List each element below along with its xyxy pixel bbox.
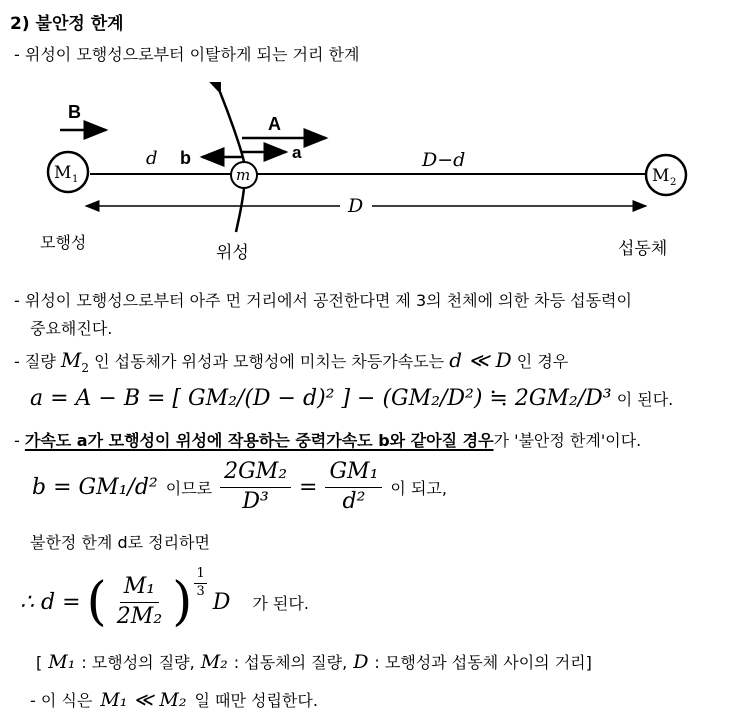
label-D: D [348,195,364,217]
label-M2: M [652,166,670,186]
para1-line2: 중요해진다. [30,319,113,338]
label-M1: M [54,163,72,183]
final-line [30,688,318,711]
eq2-frac1-den: D³ [242,488,269,514]
section-title: 2) 불안정 한계 [10,14,124,34]
final-math: M₁ ≪ M₂ [100,689,187,711]
caption-satellite: 위성 [216,243,249,263]
eq3-den: 2M₂ [116,603,163,629]
eq2-eq: = [299,474,318,500]
para2-line [14,348,568,375]
eq3-D: D [212,589,231,615]
equation-1 [30,386,673,411]
para3-dash: - [14,431,25,450]
label-m: m [236,166,251,184]
para4: 불한정 한계 d로 정리하면 [30,533,210,552]
orbit-lower [236,188,244,232]
legend-M2: M₂ [200,651,228,673]
para2-M2: $M_2$ [60,348,89,375]
legend-open: [ [36,653,43,672]
equation-2 [32,458,447,516]
eq2-frac2-num: GM₁ [325,458,382,488]
eq1-math: a = A − B = [ GM₂/(D − d)² ] − (GM₂/D²) ≒ 2GM₂/D³ [30,386,612,411]
eq1-suffix: 이 된다. [616,390,674,409]
eq3-exponent [194,566,206,601]
legend-t3: : 모행성과 섭동체 사이의 거리] [374,653,592,672]
final-prefix: - 이 식은 [30,691,93,710]
label-M1-sub: 1 [72,174,79,185]
final-suffix: 일 때만 성립한다. [194,691,318,710]
eq2-frac1 [220,458,291,516]
para2-mid: 인 섭동체가 위성과 모행성에 미치는 차등가속도는 [94,352,445,371]
label-B: B [68,102,81,122]
label-A: A [268,114,281,134]
eq3-paren-close: ) [172,572,193,632]
para1-line1: - 위성이 모행성으로부터 아주 먼 거리에서 공전한다면 제 3의 천체에 의한 차등 섭동력이 [14,291,632,310]
label-M2-sub: 2 [670,177,677,188]
eq3-exp-den: 3 [196,583,205,599]
equation-3 [20,566,309,638]
variable-legend [36,650,592,673]
para2-prefix: - 질량 [14,352,56,371]
eq3-paren-open: ( [86,572,107,632]
legend-M1: M₁ [48,651,76,673]
para3-bold: 가속도 a가 모행성이 위성에 작용하는 중력가속도 b와 같아질 경우 [24,431,494,450]
label-d: d [146,148,158,169]
label-b: b [180,148,191,168]
eq2-suffix: 이 되고, [390,478,447,498]
caption-parent: 모행성 [40,233,87,252]
legend-t2: : 섭동체의 질량, [233,653,348,672]
legend-t1: : 모행성의 질량, [81,653,195,672]
orbit-diagram [30,82,710,272]
eq3-suffix: 가 된다. [252,593,309,613]
label-a: a [292,143,302,162]
legend-D: D [353,651,369,673]
caption-perturber: 섭동체 [618,239,668,259]
label-D-minus-d: D−d [422,149,466,171]
eq2-frac1-num: 2GM₂ [220,458,291,488]
eq2-left: b = GM₁/d² [32,474,158,500]
para3-line [14,428,641,451]
eq2-frac2-den: d² [342,488,366,514]
para3-suffix: 가 '불안정 한계'이다. [493,431,642,450]
eq2-frac2 [325,458,382,516]
para2-cond: d ≪ D [449,348,512,372]
eq3-num: M₁ [120,573,159,603]
eq2-mid: 이므로 [165,478,213,498]
orbit-arrow-up [220,92,244,162]
para2-suffix: 인 경우 [516,352,569,371]
eq3-left: ∴ d = [20,589,81,615]
intro-line: - 위성이 모행성으로부터 이탈하게 되는 거리 한계 [14,45,360,64]
eq3-exp-num: 1 [194,566,206,584]
eq3-frac [113,573,166,631]
